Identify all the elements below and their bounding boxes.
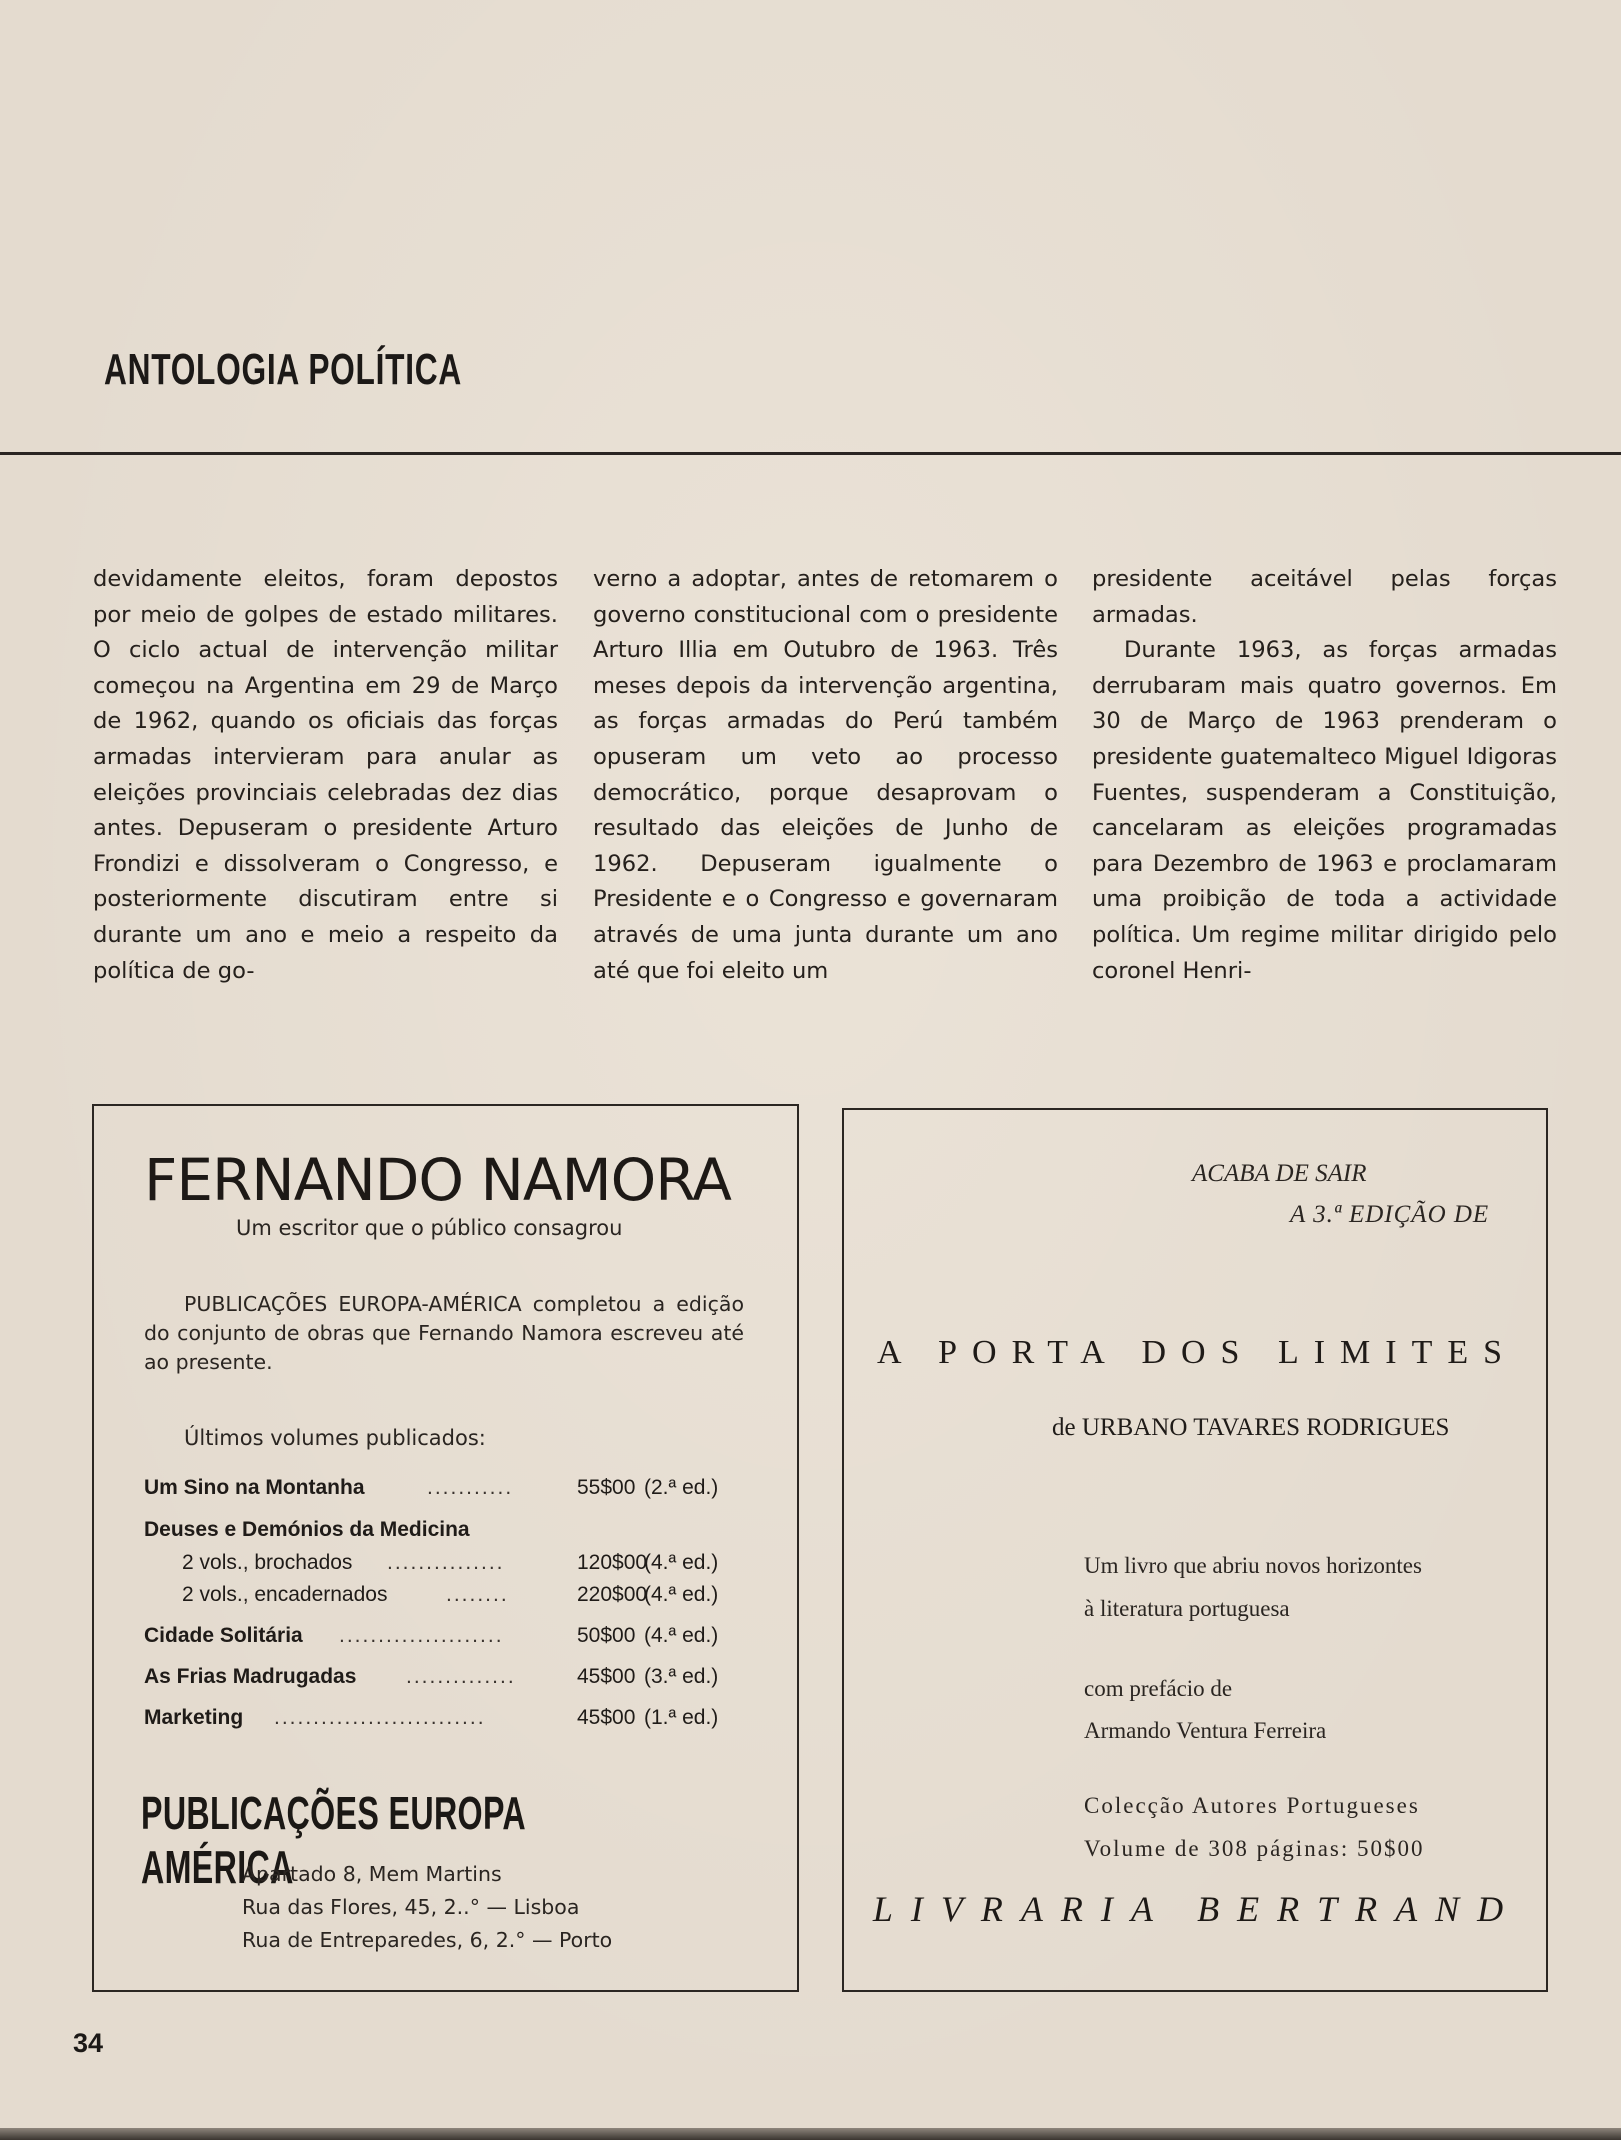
ad-title: FERNANDO NAMORA xyxy=(144,1146,731,1214)
book-edition: (4.ª ed.) xyxy=(644,1583,719,1606)
page-edge xyxy=(0,2128,1621,2140)
book-variant: 2 vols., encadernados xyxy=(182,1583,388,1606)
recent-volumes-label: Últimos volumes publicados: xyxy=(184,1426,486,1450)
book-edition: (1.ª ed.) xyxy=(644,1706,719,1729)
book-row xyxy=(144,1518,744,1548)
volume-price: Volume de 308 páginas: 50$00 xyxy=(1084,1836,1425,1861)
book-edition: (4.ª ed.) xyxy=(644,1624,719,1647)
leader-dots: ..................... xyxy=(339,1624,504,1647)
book-title: A PORTA DOS LIMITES xyxy=(876,1334,1518,1371)
leader-dots: ............... xyxy=(387,1551,505,1574)
article-paragraph: devidamente eleitos, foram depostos por meio de golpes de estado militares. O ciclo actual de intervenção militar começou na Argentina em 29 de Março de 1962, quando os oficiais das forças armadas intervieram para anular as eleições provinciais celebradas dez dias antes. Depuseram o presidente Arturo Frondizi e dissolveram o Congresso, e posteriormente discutiram entre si durante um ano e meio a respeito da política de go- xyxy=(93,566,558,984)
book-price: 45$00 xyxy=(577,1665,636,1688)
book-row xyxy=(144,1665,744,1695)
book-author: de URBANO TAVARES RODRIGUES xyxy=(1052,1414,1450,1441)
preface-line: com prefácio de xyxy=(1084,1676,1233,1701)
ad-subtitle: Um escritor que o público consagrou xyxy=(236,1216,623,1240)
book-edition: (2.ª ed.) xyxy=(644,1476,719,1499)
book-row xyxy=(144,1583,744,1613)
book-price: 55$00 xyxy=(577,1476,636,1499)
leader-dots: ........ xyxy=(446,1583,509,1606)
book-variant: 2 vols., brochados xyxy=(182,1551,353,1574)
leader-dots: .............. xyxy=(406,1665,516,1688)
book-row xyxy=(144,1551,744,1581)
address-line: Rua das Flores, 45, 2..° — Lisboa xyxy=(242,1895,580,1919)
book-price: 45$00 xyxy=(577,1706,636,1729)
book-price: 50$00 xyxy=(577,1624,636,1647)
preface-info xyxy=(1084,1668,1326,1752)
book-price: 120$00 xyxy=(577,1551,648,1574)
article-paragraph: verno a adoptar, antes de retomarem o governo constitucional com o presidente Arturo Illia em Outubro de 1963. Três meses depois da intervenção argentina, as forças armadas do Perú também opuseram um veto ao processo democrático, porque desaprovam o resultado das eleições de Junho de 1962. Depuseram igualmente o Presidente e o Congresso e governaram através de uma junta durante um ano até que foi eleito um xyxy=(593,566,1058,984)
book-edition: (4.ª ed.) xyxy=(644,1551,719,1574)
description-line: à literatura portuguesa xyxy=(1084,1596,1290,1621)
header-rule xyxy=(0,452,1621,455)
book-title: Deuses e Demónios da Medicina xyxy=(144,1518,470,1541)
book-title: As Frias Madrugadas xyxy=(144,1665,357,1688)
book-row xyxy=(144,1706,744,1736)
ad-fernando-namora xyxy=(92,1104,799,1992)
collection-info xyxy=(1084,1784,1425,1870)
publisher-name: PUBLICAÇÕES EUROPA AMÉRICA xyxy=(141,1787,525,1893)
article-column-1 xyxy=(93,562,558,989)
leader-dots: ........... xyxy=(427,1476,514,1499)
book-edition: (3.ª ed.) xyxy=(644,1665,719,1688)
description-line: Um livro que abriu novos horizontes xyxy=(1084,1553,1422,1578)
leader-dots: ........................... xyxy=(274,1706,486,1729)
preface-author: Armando Ventura Ferreira xyxy=(1084,1718,1327,1743)
book-title: Um Sino na Montanha xyxy=(144,1476,365,1499)
article-paragraph: Durante 1963, as forças armadas derrubaram mais quatro governos. Em 30 de Março de 1963 prenderam o presidente guatemalteco Miguel Idigoras Fuentes, suspenderam a Constituição, cancelaram as eleições programadas para Dezembro de 1963 e proclamaram uma proibição de toda a actividade política. Um regime militar dirigido pelo coronel Henri- xyxy=(1092,637,1557,984)
page-number: 34 xyxy=(73,2028,104,2058)
ad-livraria-bertrand xyxy=(842,1108,1548,1992)
article-paragraph: presidente aceitável pelas forças armadas. xyxy=(1092,566,1557,628)
publisher-name: LIVRARIA BERTRAND xyxy=(872,1889,1522,1929)
book-title: Cidade Solitária xyxy=(144,1624,303,1647)
book-row xyxy=(144,1624,744,1654)
article-column-3 xyxy=(1092,562,1557,989)
book-price: 220$00 xyxy=(577,1583,648,1606)
book-title: Marketing xyxy=(144,1706,244,1729)
address-line: Apartado 8, Mem Martins xyxy=(242,1862,502,1886)
ad-intro-text: PUBLICAÇÕES EUROPA-AMÉRICA completou a edição do conjunto de obras que Fernando Namora escreveu até ao presente. xyxy=(144,1292,744,1374)
book-description xyxy=(1084,1544,1422,1630)
section-title: ANTOLOGIA POLÍTICA xyxy=(104,345,462,394)
edition-label: A 3.ª EDIÇÃO DE xyxy=(1290,1201,1490,1228)
just-out-label: ACABA DE SAIR xyxy=(1192,1160,1367,1187)
collection-name: Colecção Autores Portugueses xyxy=(1084,1793,1420,1818)
article-column-2 xyxy=(593,562,1058,989)
article-body xyxy=(93,562,1563,1002)
ad-intro xyxy=(144,1290,744,1377)
address-line: Rua de Entreparedes, 6, 2.° — Porto xyxy=(242,1928,613,1952)
publisher-address xyxy=(242,1858,612,1957)
book-row xyxy=(144,1476,744,1506)
